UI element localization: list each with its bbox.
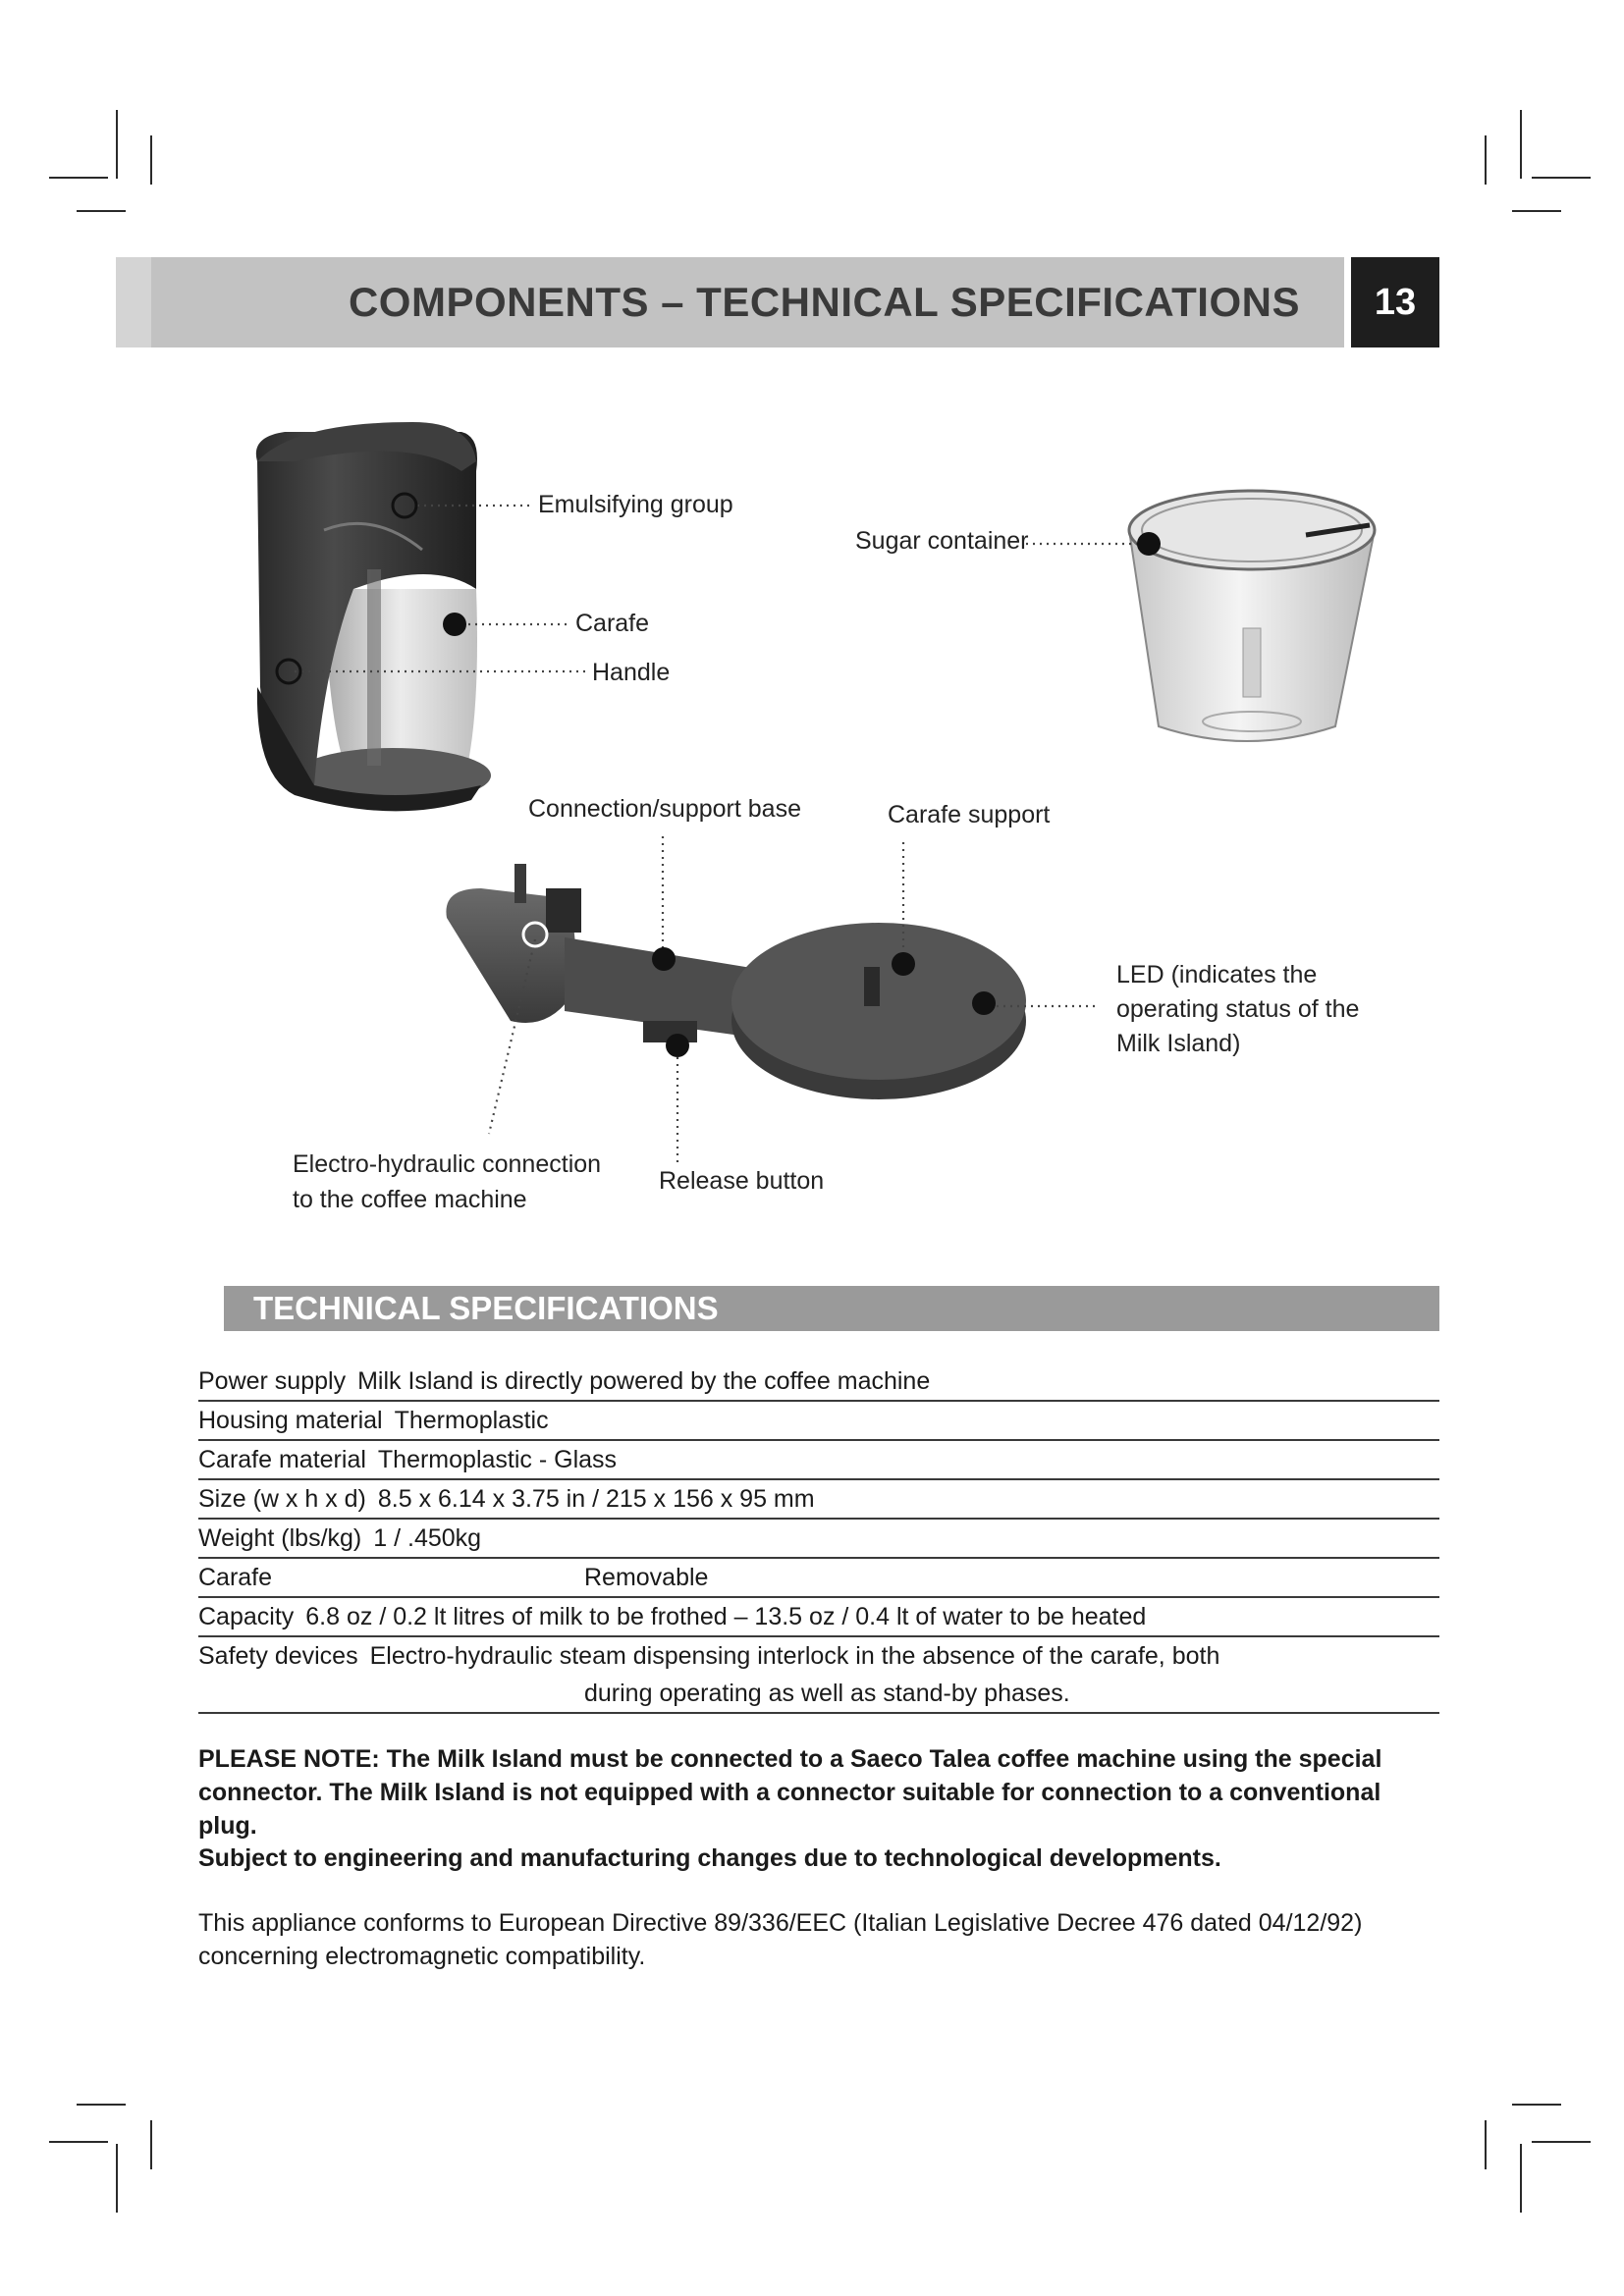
spec-row — [198, 1362, 1439, 1402]
crop-mark — [1520, 2144, 1522, 2213]
label-led-line2: operating status of the — [1116, 995, 1360, 1023]
label-led-line3: Milk Island) — [1116, 1030, 1241, 1057]
spec-label: Size (w x h x d) — [198, 1485, 366, 1513]
label-sugar-container: Sugar container — [855, 527, 1029, 555]
spec-label: Capacity — [198, 1603, 295, 1630]
spec-label: Power supply — [198, 1367, 347, 1395]
spec-label: Weight (lbs/kg) — [198, 1524, 362, 1552]
spec-table — [198, 1362, 1439, 1714]
tech-specs-header — [224, 1286, 1439, 1331]
label-electro-line1: Electro-hydraulic connection — [293, 1150, 602, 1178]
spec-value: 8.5 x 6.14 x 3.75 in / 215 x 156 x 95 mm — [377, 1485, 815, 1513]
label-carafe-support: Carafe support — [888, 801, 1051, 828]
crop-mark — [116, 2144, 118, 2213]
spec-value: 1 / .450kg — [373, 1524, 482, 1552]
spec-value: Milk Island is directly powered by the coffee machine — [357, 1367, 931, 1395]
spec-value: Electro-hydraulic steam dispensing interlock in the absence of the carafe, both — [369, 1642, 1220, 1670]
spec-row — [198, 1559, 1439, 1598]
page-number: 13 — [1351, 257, 1439, 347]
spec-value-continued: during operating as well as stand-by phases. — [584, 1680, 1070, 1707]
spec-row — [198, 1441, 1439, 1480]
spec-value: Thermoplastic - Glass — [377, 1446, 618, 1473]
label-handle: Handle — [592, 659, 671, 686]
spec-row — [198, 1637, 1439, 1714]
spec-label: Carafe — [198, 1564, 273, 1591]
crop-mark — [77, 2104, 126, 2106]
base-illustration — [446, 864, 1026, 1099]
crop-mark — [49, 2141, 108, 2143]
please-note: PLEASE NOTE: The Milk Island must be connected to a Saeco Talea coffee machine using the special connector. The Milk Island is not equipped with a connector suitable for connection to a conventional plug. — [198, 1745, 1382, 1840]
sugar-container-illustration — [1129, 491, 1375, 741]
spec-label: Carafe material — [198, 1446, 366, 1473]
spec-value: Removable — [584, 1564, 709, 1591]
label-led-line1: LED (indicates the — [1116, 961, 1318, 988]
tech-specs-title: TECHNICAL SPECIFICATIONS — [253, 1290, 719, 1326]
crop-mark — [1485, 2120, 1487, 2169]
spec-row — [198, 1480, 1439, 1520]
crop-mark — [1512, 2104, 1561, 2106]
label-carafe: Carafe — [575, 610, 650, 637]
crop-mark — [1532, 2141, 1591, 2143]
label-release-button: Release button — [659, 1167, 825, 1195]
conformity-note: This appliance conforms to European Directive 89/336/EEC (Italian Legislative Decree 476 dated 04/12/92) concerning electromagnetic compatibility. — [198, 1909, 1363, 1970]
subject-to-changes: Subject to engineering and manufacturing changes due to technological developments. — [198, 1844, 1221, 1872]
spec-row — [198, 1598, 1439, 1637]
spec-row — [198, 1402, 1439, 1441]
label-electro-line2: to the coffee machine — [293, 1186, 527, 1213]
label-emulsifying-group: Emulsifying group — [538, 491, 733, 518]
crop-mark — [150, 2120, 152, 2169]
spec-value: Thermoplastic — [394, 1407, 549, 1434]
spec-label: Safety devices — [198, 1642, 358, 1670]
spec-label: Housing material — [198, 1407, 383, 1434]
spec-value: 6.8 oz / 0.2 lt litres of milk to be frothed – 13.5 oz / 0.4 lt of water to be heated — [305, 1603, 1147, 1630]
page-title: COMPONENTS – TECHNICAL SPECIFICATIONS — [348, 279, 1300, 325]
label-connection-support-base: Connection/support base — [528, 795, 801, 823]
spec-row — [198, 1520, 1439, 1559]
